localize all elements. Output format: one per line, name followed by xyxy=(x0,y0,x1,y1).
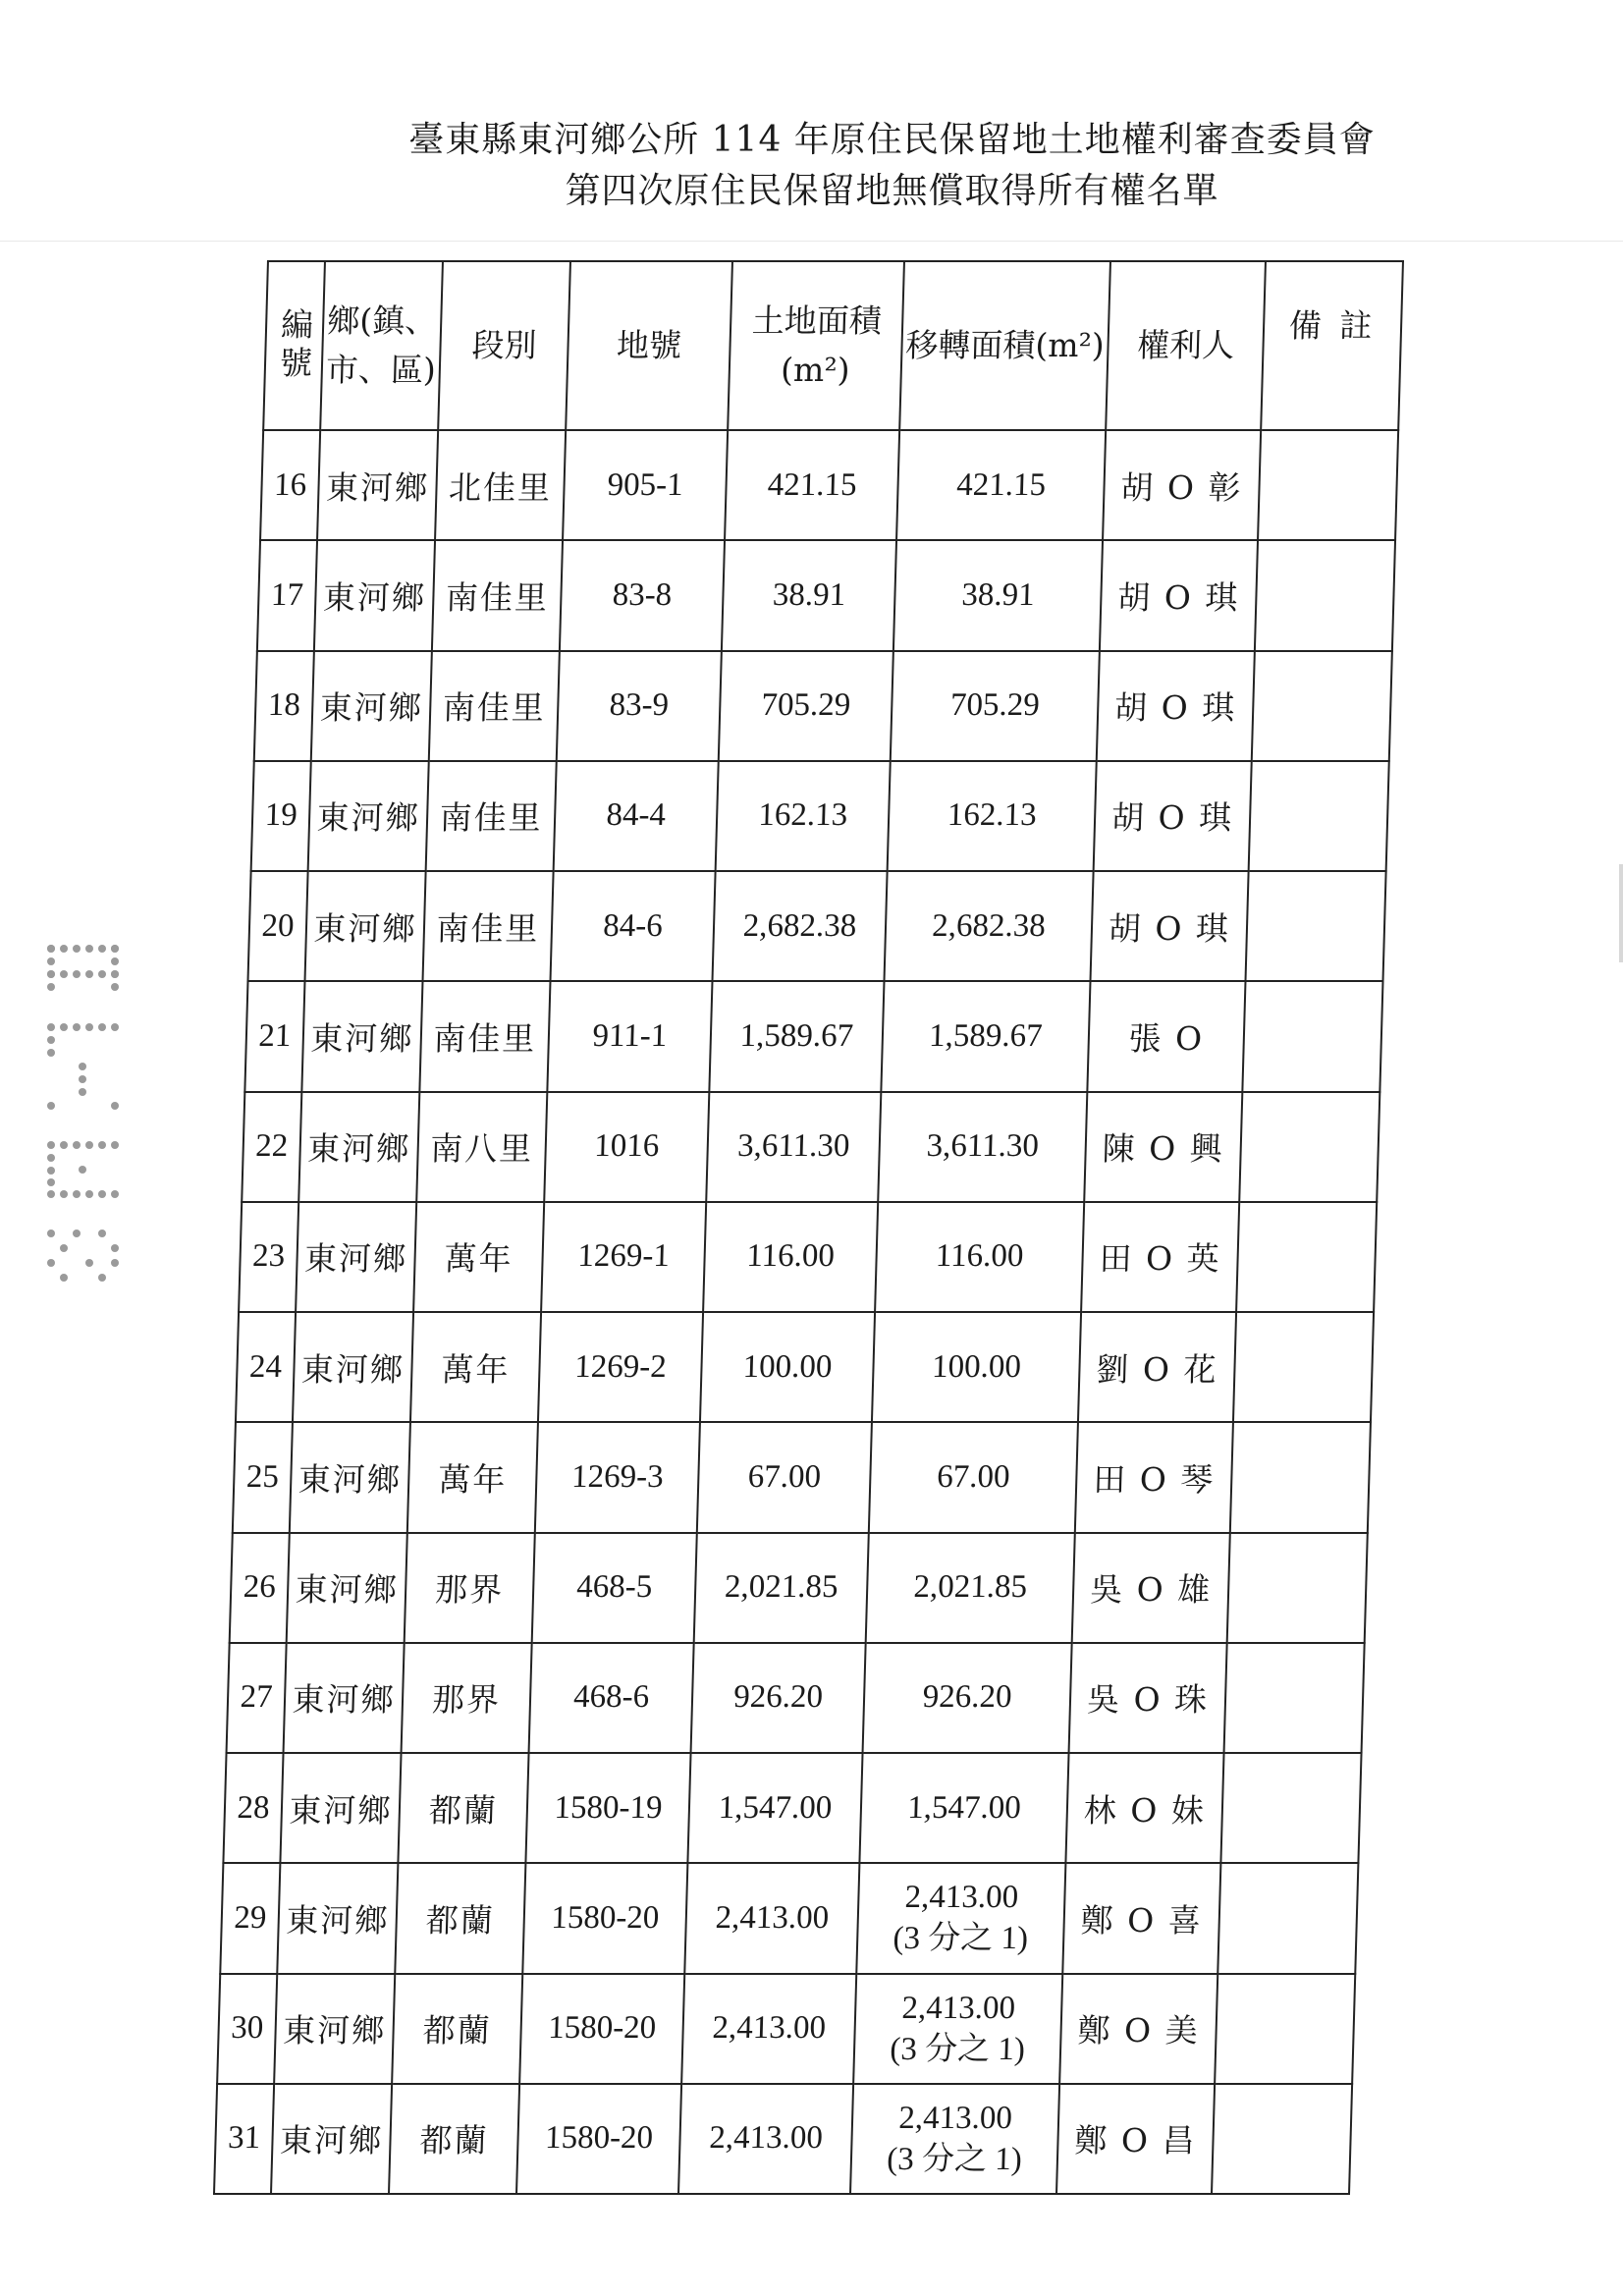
perforation-dot xyxy=(98,970,106,978)
cell-township: 東河鄉 xyxy=(271,2084,392,2194)
perforation-dot xyxy=(98,1190,106,1198)
cell-lot: 468-6 xyxy=(529,1643,694,1753)
cell-transfer-area xyxy=(850,2084,1059,2194)
cell-township: 東河鄉 xyxy=(304,871,425,981)
cell-transfer-area: 1,547.00 xyxy=(859,1753,1068,1863)
cell-remarks xyxy=(1252,651,1392,761)
cell-no: 25 xyxy=(233,1422,293,1532)
transfer-share-note: (3 分之 1) xyxy=(889,2031,1026,2067)
table-row xyxy=(247,871,1385,981)
cell-section: 南佳里 xyxy=(432,540,563,650)
ownership-table-container xyxy=(213,260,1402,2195)
cell-land-area: 1,547.00 xyxy=(687,1753,862,1863)
cell-owner: 胡 O 琪 xyxy=(1100,540,1258,650)
transfer-area-value: 2,413.00 xyxy=(901,1990,1016,2026)
cell-remarks xyxy=(1239,1092,1380,1202)
cell-township: 東河鄉 xyxy=(284,1643,405,1753)
perforation-dot xyxy=(111,1102,119,1110)
perforation-dot xyxy=(111,945,119,953)
col-header-remarks: 備 註 xyxy=(1261,261,1403,430)
cell-no: 30 xyxy=(217,1974,277,2084)
perforation-dot xyxy=(47,1154,55,1162)
cell-owner: 陳 O 興 xyxy=(1084,1092,1242,1202)
perforation-dot xyxy=(98,945,106,953)
cell-section: 都蘭 xyxy=(395,1863,525,1973)
cell-remarks xyxy=(1220,1753,1361,1863)
cell-remarks xyxy=(1249,761,1389,871)
cell-remarks xyxy=(1215,1974,1355,2084)
cell-no: 23 xyxy=(239,1202,298,1312)
cell-township: 東河鄉 xyxy=(296,1202,416,1312)
perforation-dot xyxy=(111,1023,119,1031)
col-header-no: 編號 xyxy=(263,261,325,430)
cell-owner: 胡 O 琪 xyxy=(1090,871,1248,981)
cell-transfer-area: 1,589.67 xyxy=(881,981,1090,1091)
table-row xyxy=(223,1753,1361,1863)
cell-transfer-area: 421.15 xyxy=(896,430,1106,540)
perforation-dot xyxy=(111,970,119,978)
cell-lot: 905-1 xyxy=(563,430,728,540)
perforation-dot xyxy=(47,1049,55,1057)
scan-edge-line xyxy=(0,241,1623,242)
transfer-area-value: 2,413.00 xyxy=(897,2100,1013,2136)
perforation-dot xyxy=(79,1088,86,1096)
col-header-township: 鄉(鎮、市、區) xyxy=(320,261,443,430)
perforation-dot xyxy=(111,1141,119,1149)
cell-land-area: 116.00 xyxy=(703,1202,878,1312)
cell-owner: 胡 O 彰 xyxy=(1103,430,1261,540)
cell-owner: 林 O 妹 xyxy=(1065,1753,1223,1863)
perforation-dot xyxy=(85,945,93,953)
table-row xyxy=(242,1092,1380,1202)
cell-section: 南佳里 xyxy=(429,651,560,761)
cell-lot: 1016 xyxy=(544,1092,709,1202)
cell-section: 南佳里 xyxy=(426,761,557,871)
col-header-section: 段別 xyxy=(438,261,570,430)
table-row xyxy=(236,1312,1374,1422)
table-row xyxy=(217,1974,1355,2084)
cell-remarks xyxy=(1230,1422,1371,1532)
perforation-dot xyxy=(60,1023,68,1031)
cell-transfer-area: 926.20 xyxy=(863,1643,1072,1753)
cell-lot: 84-4 xyxy=(554,761,719,871)
cell-no: 27 xyxy=(227,1643,287,1753)
cell-land-area: 421.15 xyxy=(725,430,899,540)
table-row xyxy=(227,1643,1365,1753)
table-body xyxy=(214,430,1398,2194)
cell-land-area: 3,611.30 xyxy=(706,1092,881,1202)
cell-township: 東河鄉 xyxy=(308,761,429,871)
perforation-dot xyxy=(85,1141,93,1149)
cell-section: 都蘭 xyxy=(389,2084,519,2194)
cell-transfer-area xyxy=(856,1863,1065,1973)
cell-owner: 張 O xyxy=(1087,981,1245,1091)
perforation-dot xyxy=(47,945,55,953)
col-header-lot: 地號 xyxy=(566,261,732,430)
cell-township: 東河鄉 xyxy=(277,1863,398,1973)
perforation-dot xyxy=(60,1274,68,1282)
table-row xyxy=(260,430,1398,540)
perforation-dot xyxy=(73,1023,81,1031)
table-row xyxy=(251,761,1389,871)
cell-land-area: 38.91 xyxy=(722,540,896,650)
cell-township: 東河鄉 xyxy=(317,430,438,540)
perforation-dot xyxy=(85,1259,93,1267)
cell-lot: 1580-19 xyxy=(525,1753,690,1863)
cell-section: 那界 xyxy=(402,1643,532,1753)
cell-land-area: 705.29 xyxy=(719,651,893,761)
cell-section: 都蘭 xyxy=(392,1974,522,2084)
perforation-dot xyxy=(79,1075,86,1083)
perforation-dot xyxy=(47,1190,55,1198)
cell-no: 21 xyxy=(244,981,304,1091)
cell-land-area: 162.13 xyxy=(716,761,891,871)
cell-lot: 1269-1 xyxy=(541,1202,706,1312)
cell-lot: 84-6 xyxy=(550,871,715,981)
perforation-dot xyxy=(98,1023,106,1031)
table-row xyxy=(257,540,1395,650)
cell-transfer-area: 38.91 xyxy=(893,540,1103,650)
col-header-owner: 權利人 xyxy=(1106,261,1266,430)
cell-no: 31 xyxy=(214,2084,274,2194)
cell-land-area: 2,021.85 xyxy=(694,1533,869,1643)
cell-remarks xyxy=(1217,1863,1358,1973)
cell-lot: 83-8 xyxy=(560,540,725,650)
cell-owner: 劉 O 花 xyxy=(1078,1312,1236,1422)
perforation-dot xyxy=(47,983,55,991)
perforation-dot xyxy=(47,1178,55,1186)
cell-transfer-area: 116.00 xyxy=(875,1202,1084,1312)
cell-remarks xyxy=(1233,1312,1374,1422)
cell-owner: 鄭 O 昌 xyxy=(1056,2084,1215,2194)
cell-township: 東河鄉 xyxy=(287,1533,407,1643)
cell-no: 16 xyxy=(260,430,320,540)
cell-section: 萬年 xyxy=(410,1312,541,1422)
cell-lot: 1269-3 xyxy=(535,1422,700,1532)
cell-owner: 田 O 英 xyxy=(1081,1202,1239,1312)
cell-lot: 468-5 xyxy=(532,1533,697,1643)
perforation-dot xyxy=(60,1190,68,1198)
cell-land-area: 67.00 xyxy=(697,1422,872,1532)
cell-land-area: 2,413.00 xyxy=(678,2084,853,2194)
cell-transfer-area xyxy=(853,1974,1062,2084)
cell-no: 22 xyxy=(242,1092,301,1202)
cell-transfer-area: 2,021.85 xyxy=(866,1533,1075,1643)
cell-section: 萬年 xyxy=(413,1202,544,1312)
cell-land-area: 926.20 xyxy=(691,1643,866,1753)
cell-section: 那界 xyxy=(405,1533,535,1643)
cell-section: 南八里 xyxy=(416,1092,547,1202)
table-row xyxy=(214,2084,1352,2194)
perforation-dot xyxy=(73,1230,81,1237)
table-row xyxy=(233,1422,1371,1532)
ownership-table xyxy=(213,260,1404,2195)
table-row xyxy=(254,651,1392,761)
cell-transfer-area: 162.13 xyxy=(888,761,1097,871)
perforation-dot xyxy=(47,1102,55,1110)
perforation-dot xyxy=(111,1259,119,1267)
perforation-dot xyxy=(73,1190,81,1198)
perforation-dot xyxy=(73,945,81,953)
col-header-transfer-area: 移轉面積(m²) xyxy=(899,261,1110,430)
col-header-land-area: 土地面積(m²) xyxy=(728,261,904,430)
perforation-dot xyxy=(60,1141,68,1149)
cell-section: 萬年 xyxy=(407,1422,538,1532)
cell-land-area: 100.00 xyxy=(700,1312,875,1422)
perforation-stamp xyxy=(47,945,145,1338)
transfer-area-value: 2,413.00 xyxy=(904,1880,1019,1916)
perforation-dot xyxy=(98,1230,106,1237)
cell-section: 南佳里 xyxy=(422,871,553,981)
perforation-dot xyxy=(47,1259,55,1267)
cell-lot: 83-9 xyxy=(557,651,722,761)
cell-no: 18 xyxy=(254,651,314,761)
perforation-dot xyxy=(111,1190,119,1198)
document-subtitle: 第四次原住民保留地無償取得所有權名單 xyxy=(565,171,1219,211)
cell-owner: 鄭 O 喜 xyxy=(1062,1863,1220,1973)
cell-land-area: 2,682.38 xyxy=(712,871,887,981)
cell-land-area: 1,589.67 xyxy=(709,981,884,1091)
perforation-dot xyxy=(111,1244,119,1252)
cell-township: 東河鄉 xyxy=(298,1092,419,1202)
cell-lot: 1580-20 xyxy=(519,1974,684,2084)
cell-owner: 田 O 琴 xyxy=(1075,1422,1233,1532)
transfer-share-note: (3 分之 1) xyxy=(886,2141,1023,2177)
perforation-dot xyxy=(79,1166,86,1174)
cell-section: 北佳里 xyxy=(435,430,566,540)
perforation-dot xyxy=(98,1274,106,1282)
cell-owner: 吳 O 雄 xyxy=(1072,1533,1230,1643)
cell-no: 29 xyxy=(220,1863,280,1973)
cell-owner: 胡 O 琪 xyxy=(1094,761,1252,871)
cell-township: 東河鄉 xyxy=(274,1974,395,2084)
cell-remarks xyxy=(1227,1533,1368,1643)
table-header-row xyxy=(263,261,1403,430)
perforation-dot xyxy=(73,970,81,978)
cell-remarks xyxy=(1242,981,1382,1091)
cell-lot: 911-1 xyxy=(547,981,712,1091)
cell-township: 東河鄉 xyxy=(314,540,435,650)
cell-remarks xyxy=(1258,430,1398,540)
perforation-dot xyxy=(111,983,119,991)
cell-township: 東河鄉 xyxy=(280,1753,401,1863)
cell-no: 28 xyxy=(223,1753,283,1863)
cell-township: 東河鄉 xyxy=(293,1312,413,1422)
perforation-dot xyxy=(47,970,55,978)
scan-edge-mark xyxy=(1619,864,1623,962)
cell-township: 東河鄉 xyxy=(311,651,432,761)
cell-no: 20 xyxy=(247,871,307,981)
cell-owner: 吳 O 珠 xyxy=(1069,1643,1227,1753)
cell-no: 19 xyxy=(251,761,311,871)
cell-transfer-area: 100.00 xyxy=(872,1312,1081,1422)
perforation-dot xyxy=(47,1167,55,1175)
cell-remarks xyxy=(1224,1643,1365,1753)
perforation-dot xyxy=(47,1141,55,1149)
perforation-dot xyxy=(85,1190,93,1198)
perforation-dot xyxy=(85,1023,93,1031)
cell-lot: 1269-2 xyxy=(538,1312,703,1422)
transfer-share-note: (3 分之 1) xyxy=(893,1921,1029,1957)
cell-township: 東河鄉 xyxy=(290,1422,410,1532)
document-title: 臺東縣東河鄉公所 114 年原住民保留地土地權利審查委員會 xyxy=(408,120,1376,160)
cell-no: 17 xyxy=(257,540,317,650)
cell-remarks xyxy=(1236,1202,1377,1312)
cell-owner: 鄭 O 美 xyxy=(1059,1974,1217,2084)
perforation-dot xyxy=(47,1023,55,1031)
cell-section: 南佳里 xyxy=(419,981,550,1091)
perforation-dot xyxy=(79,1063,86,1070)
cell-owner: 胡 O 琪 xyxy=(1097,651,1255,761)
cell-township: 東河鄉 xyxy=(301,981,422,1091)
perforation-dot xyxy=(73,1141,81,1149)
cell-remarks xyxy=(1255,540,1395,650)
cell-no: 26 xyxy=(230,1533,290,1643)
cell-transfer-area: 3,611.30 xyxy=(878,1092,1087,1202)
cell-land-area: 2,413.00 xyxy=(681,1974,856,2084)
cell-no: 24 xyxy=(236,1312,296,1422)
cell-land-area: 2,413.00 xyxy=(684,1863,859,1973)
table-row xyxy=(230,1533,1368,1643)
table-row xyxy=(244,981,1382,1091)
perforation-dot xyxy=(85,970,93,978)
cell-transfer-area: 67.00 xyxy=(869,1422,1078,1532)
cell-remarks xyxy=(1245,871,1385,981)
cell-transfer-area: 705.29 xyxy=(891,651,1100,761)
perforation-dot xyxy=(47,1036,55,1044)
cell-transfer-area: 2,682.38 xyxy=(884,871,1093,981)
perforation-dot xyxy=(47,957,55,965)
perforation-dot xyxy=(98,1141,106,1149)
cell-section: 都蘭 xyxy=(398,1753,528,1863)
perforation-dot xyxy=(60,945,68,953)
perforation-dot xyxy=(47,1230,55,1237)
perforation-dot xyxy=(60,1244,68,1252)
cell-remarks xyxy=(1212,2084,1352,2194)
perforation-dot xyxy=(60,970,68,978)
cell-lot: 1580-20 xyxy=(522,1863,687,1973)
cell-lot: 1580-20 xyxy=(516,2084,681,2194)
perforation-dot xyxy=(111,957,119,965)
table-row xyxy=(239,1202,1377,1312)
table-row xyxy=(220,1863,1358,1973)
